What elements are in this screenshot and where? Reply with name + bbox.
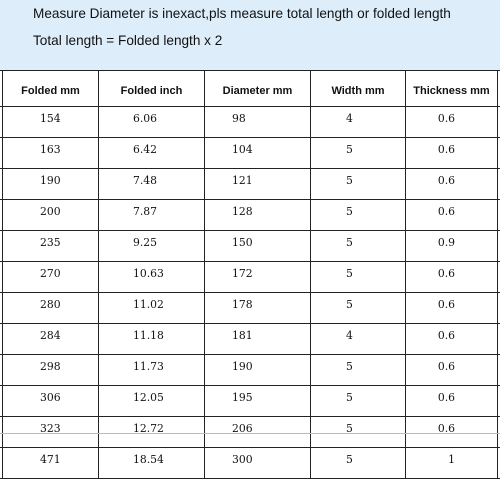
cell-value: 178 <box>232 297 253 311</box>
cell-value: 0.6 <box>437 173 455 187</box>
cell-value: 12.72 <box>133 421 164 435</box>
cell-value: 0.6 <box>437 421 455 435</box>
cell-value: 98 <box>232 111 246 125</box>
header-diameter-mm: Diameter mm <box>205 71 311 106</box>
cell-value: 6.06 <box>133 111 158 125</box>
cell-value: 0.6 <box>437 359 455 373</box>
table-body <box>0 107 500 479</box>
cell-diameter-mm <box>205 293 311 323</box>
cell-value: 0.6 <box>437 111 455 125</box>
table-row <box>0 355 500 386</box>
cell-value: 7.87 <box>133 204 158 218</box>
table-row <box>0 293 500 324</box>
cell-thickness-mm <box>406 200 498 230</box>
cell-value: 5 <box>346 359 353 373</box>
cell-value: 150 <box>232 235 253 249</box>
table-row <box>0 200 500 231</box>
cell-diameter-mm <box>205 138 311 168</box>
cell-value: 0.6 <box>437 328 455 342</box>
cell-folded-mm <box>2 293 99 323</box>
cell-width-mm <box>311 324 406 354</box>
cell-folded-inch <box>99 107 205 137</box>
cell-folded-mm <box>2 107 99 137</box>
table-bottom-area <box>0 433 500 501</box>
cell-diameter-mm <box>205 262 311 292</box>
cell-value: 128 <box>232 204 253 218</box>
cell-value: 5 <box>346 142 353 156</box>
cell-diameter-mm <box>205 107 311 137</box>
cell-value: 11.73 <box>133 359 164 373</box>
cell-thickness-mm <box>406 293 498 323</box>
cell-thickness-mm <box>406 107 498 137</box>
cell-thickness-mm <box>406 386 498 416</box>
cell-folded-mm <box>2 200 99 230</box>
cell-folded-inch <box>99 293 205 323</box>
cell-diameter-mm <box>205 231 311 261</box>
cell-value: 5 <box>346 204 353 218</box>
cell-value: 0.6 <box>437 204 455 218</box>
cell-diameter-mm <box>205 324 311 354</box>
total-length-note: Total length = Folded length x 2 <box>33 33 223 48</box>
cell-value: 5 <box>346 235 353 249</box>
cell-value: 0.6 <box>437 297 455 311</box>
cell-thickness-mm <box>406 262 498 292</box>
note-banner <box>0 0 500 70</box>
cell-width-mm <box>311 231 406 261</box>
cell-folded-mm <box>2 324 99 354</box>
cell-value: 300 <box>232 452 253 466</box>
header-folded-inch: Folded inch <box>99 71 205 106</box>
header-width-mm: Width mm <box>311 71 406 106</box>
cell-thickness-mm <box>406 324 498 354</box>
cell-value: 10.63 <box>133 266 164 280</box>
cell-value: 235 <box>40 235 61 249</box>
table-row <box>0 324 500 355</box>
header-thickness-mm: Thickness mm <box>406 71 498 106</box>
cell-folded-inch <box>99 324 205 354</box>
size-table <box>0 70 500 479</box>
cell-value: 5 <box>346 390 353 404</box>
cell-value: 190 <box>40 173 61 187</box>
table-header-row <box>0 71 500 107</box>
cell-folded-mm <box>2 138 99 168</box>
cell-value: 104 <box>232 142 253 156</box>
cell-value: 5 <box>346 452 353 466</box>
cell-value: 306 <box>40 390 61 404</box>
cell-width-mm <box>311 355 406 385</box>
cell-value: 5 <box>346 297 353 311</box>
cell-value: 11.02 <box>133 297 164 311</box>
cell-width-mm <box>311 138 406 168</box>
cell-folded-inch <box>99 262 205 292</box>
cell-folded-mm <box>2 386 99 416</box>
cell-value: 5 <box>346 421 353 435</box>
table-row <box>0 231 500 262</box>
cell-value: 471 <box>40 452 61 466</box>
cell-thickness-mm <box>406 138 498 168</box>
cell-value: 5 <box>346 266 353 280</box>
cell-folded-mm <box>2 231 99 261</box>
cell-thickness-mm <box>406 169 498 199</box>
cell-value: 284 <box>40 328 61 342</box>
cell-folded-inch <box>99 355 205 385</box>
cell-value: 0.9 <box>437 235 455 249</box>
cell-diameter-mm <box>205 355 311 385</box>
cell-value: 6.42 <box>133 142 158 156</box>
cell-folded-inch <box>99 169 205 199</box>
cell-width-mm <box>311 293 406 323</box>
cell-value: 206 <box>232 421 253 435</box>
cell-value: 4 <box>346 328 353 342</box>
cell-value: 181 <box>232 328 253 342</box>
cell-width-mm <box>311 386 406 416</box>
cell-value: 0.6 <box>437 390 455 404</box>
cell-diameter-mm <box>205 200 311 230</box>
measure-note: Measure Diameter is inexact,pls measure total length or folded length <box>33 6 451 21</box>
cell-folded-mm <box>2 355 99 385</box>
cell-folded-inch <box>99 231 205 261</box>
cell-value: 12.05 <box>133 390 164 404</box>
cell-value: 121 <box>232 173 253 187</box>
cell-value: 9.25 <box>133 235 158 249</box>
cell-width-mm <box>311 169 406 199</box>
cell-diameter-mm <box>205 386 311 416</box>
cell-value: 18.54 <box>133 452 164 466</box>
cell-value: 0.6 <box>437 142 455 156</box>
cell-folded-inch <box>99 200 205 230</box>
table-row <box>0 138 500 169</box>
cell-value: 7.48 <box>133 173 158 187</box>
cell-value: 195 <box>232 390 253 404</box>
cell-width-mm <box>311 200 406 230</box>
cell-value: 298 <box>40 359 61 373</box>
cell-value: 200 <box>40 204 61 218</box>
cell-folded-inch <box>99 386 205 416</box>
cell-width-mm <box>311 107 406 137</box>
cell-value: 0.6 <box>437 266 455 280</box>
cell-value: 280 <box>40 297 61 311</box>
cell-value: 1 <box>448 452 455 466</box>
cell-value: 172 <box>232 266 253 280</box>
cell-diameter-mm <box>205 169 311 199</box>
cell-value: 163 <box>40 142 61 156</box>
cell-value: 11.18 <box>133 328 164 342</box>
cell-value: 270 <box>40 266 61 280</box>
cell-thickness-mm <box>406 355 498 385</box>
table-row <box>0 107 500 138</box>
cell-value: 190 <box>232 359 253 373</box>
cell-folded-mm <box>2 262 99 292</box>
table-row <box>0 262 500 293</box>
header-folded-mm: Folded mm <box>2 71 99 106</box>
cell-folded-mm <box>2 169 99 199</box>
cell-value: 4 <box>346 111 353 125</box>
table-row <box>0 386 500 417</box>
cell-width-mm <box>311 262 406 292</box>
cell-thickness-mm <box>406 231 498 261</box>
cell-folded-inch <box>99 138 205 168</box>
cell-value: 154 <box>40 111 61 125</box>
cell-value: 5 <box>346 173 353 187</box>
table-row <box>0 169 500 200</box>
cell-value: 323 <box>40 421 61 435</box>
